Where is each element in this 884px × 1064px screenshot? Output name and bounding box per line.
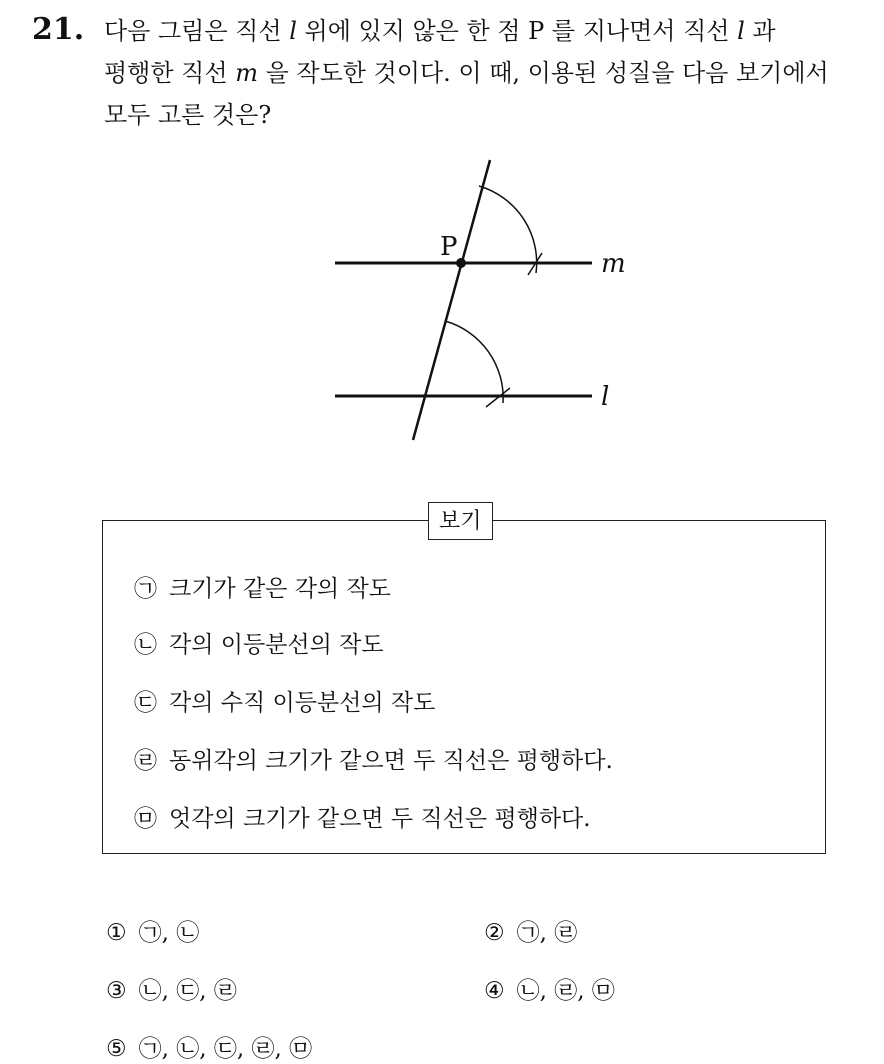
answer-choice-1[interactable] (106, 918, 199, 948)
answer-choice-5[interactable] (106, 1034, 312, 1064)
choice-number: ① (106, 920, 127, 946)
bogi-marker: ㉢ (134, 690, 157, 716)
question-number: 21. (32, 12, 85, 47)
question-text: 평행한 직선 (104, 59, 236, 87)
bogi-item (134, 804, 591, 834)
answer-choice-4[interactable] (484, 976, 615, 1006)
answer-choice-3[interactable] (106, 976, 237, 1006)
bogi-item (134, 688, 435, 718)
point-p-dot (456, 258, 466, 268)
choice-text: ㉠, ㉡, ㉢, ㉣, ㉤ (138, 1036, 313, 1062)
choice-text: ㉡, ㉢, ㉣ (138, 978, 237, 1004)
bogi-text: 각의 수직 이등분선의 작도 (169, 690, 436, 716)
question-text-line-1 (104, 14, 776, 48)
choice-number: ③ (106, 978, 127, 1004)
line-l-var: l (289, 17, 297, 45)
bogi-item (134, 630, 384, 660)
question-text-line-3: 모두 고른 것은? (104, 101, 272, 129)
bogi-text: 각의 이등분선의 작도 (169, 632, 384, 658)
choice-text: ㉡, ㉣, ㉤ (516, 978, 615, 1004)
question-text: 을 작도한 것이다. 이 때, 이용된 성질을 다음 보기에서 (257, 59, 829, 87)
choice-number: ⑤ (106, 1036, 127, 1062)
transversal-line (413, 160, 490, 440)
answer-choice-2[interactable] (484, 918, 577, 948)
choice-number: ② (484, 920, 505, 946)
bogi-text: 크기가 같은 각의 작도 (169, 576, 391, 602)
arc-at-p (479, 186, 537, 273)
question-text: 위에 있지 않은 한 점 P 를 지나면서 직선 (296, 17, 738, 45)
arc-at-l (445, 321, 503, 403)
choice-text: ㉠, ㉣ (516, 920, 578, 946)
line-l-var: l (737, 17, 745, 45)
bogi-text: 엇각의 크기가 같으면 두 직선은 평행하다. (169, 806, 591, 832)
bogi-item (134, 574, 391, 604)
bogi-marker: ㉠ (134, 576, 157, 602)
question-text: 과 (744, 17, 776, 45)
line-l-label: l (601, 382, 610, 412)
choice-text: ㉠, ㉡ (138, 920, 200, 946)
bogi-marker: ㉤ (134, 806, 157, 832)
line-m-var: m (235, 59, 258, 87)
point-p-label: P (440, 232, 458, 262)
bogi-marker: ㉣ (134, 748, 157, 774)
bogi-marker: ㉡ (134, 632, 157, 658)
construction-figure (300, 155, 660, 455)
bogi-title: 보기 (428, 502, 493, 540)
bogi-item (134, 746, 613, 776)
bogi-text: 동위각의 크기가 같으면 두 직선은 평행하다. (169, 748, 613, 774)
question-text: 다음 그림은 직선 (104, 17, 290, 45)
question-text-line-2 (104, 56, 829, 90)
line-m-label: m (601, 249, 626, 279)
choice-number: ④ (484, 978, 505, 1004)
